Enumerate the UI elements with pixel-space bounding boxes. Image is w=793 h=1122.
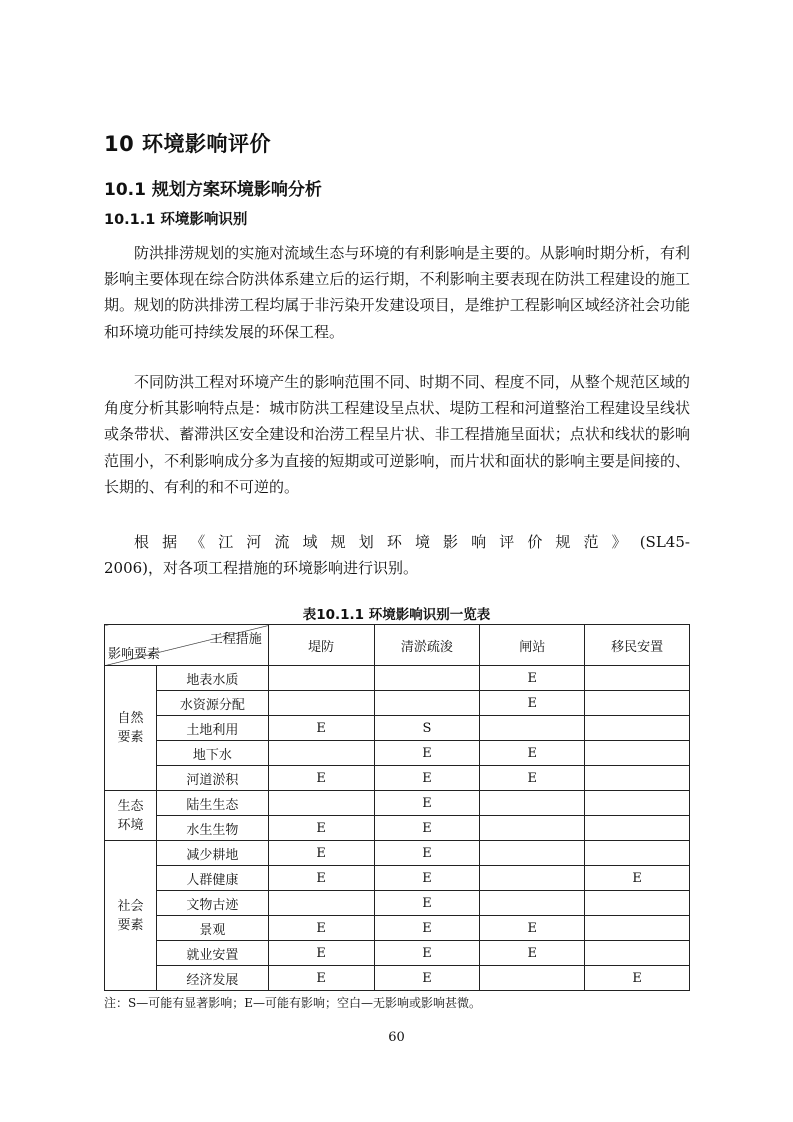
impact-item-cell: 土地利用 bbox=[156, 716, 268, 741]
impact-value-cell: E bbox=[585, 866, 690, 891]
impact-value-cell bbox=[585, 891, 690, 916]
group-label-line: 生态 bbox=[117, 798, 144, 814]
group-label-line: 要素 bbox=[117, 917, 144, 933]
paragraph-3-word: 江 bbox=[218, 533, 234, 551]
impact-value-cell bbox=[480, 841, 585, 866]
impact-value-cell: E bbox=[268, 716, 374, 741]
table-row bbox=[105, 791, 690, 816]
header-engineering-measures: 工程措施 bbox=[209, 632, 262, 647]
impact-value-cell bbox=[268, 791, 374, 816]
impact-value-cell bbox=[374, 691, 480, 716]
impact-value-cell bbox=[268, 691, 374, 716]
column-header: 闸站 bbox=[480, 625, 585, 666]
table-header-row bbox=[105, 625, 690, 666]
impact-value-cell: E bbox=[480, 691, 585, 716]
paragraph-3-word: 影 bbox=[443, 533, 459, 551]
impact-value-cell bbox=[480, 816, 585, 841]
impact-value-cell: E bbox=[480, 941, 585, 966]
table-row bbox=[105, 866, 690, 891]
column-header: 清淤疏浚 bbox=[374, 625, 480, 666]
impact-value-cell bbox=[480, 891, 585, 916]
impact-value-cell: E bbox=[374, 966, 480, 991]
paragraph-3-word: 价 bbox=[527, 533, 543, 551]
impact-value-cell: E bbox=[480, 766, 585, 791]
impact-value-cell bbox=[585, 666, 690, 691]
paragraph-3-word: 河 bbox=[246, 533, 262, 551]
impact-value-cell: E bbox=[480, 666, 585, 691]
page-number: 60 bbox=[388, 1030, 405, 1045]
impact-value-cell bbox=[585, 941, 690, 966]
impact-value-cell: E bbox=[268, 866, 374, 891]
table-row bbox=[105, 841, 690, 866]
impact-item-cell: 河道淤积 bbox=[156, 766, 268, 791]
impact-value-cell bbox=[585, 741, 690, 766]
impact-identification-table bbox=[104, 624, 690, 991]
group-label-line: 要素 bbox=[117, 730, 144, 745]
paragraph-2-text: 不同防洪工程对环境产生的影响范围不同、时期不同、程度不同，从整个规范区域的角度分析其影响特点是：城市防洪工程建设呈点状、堤防工程和河道整治工程建设呈线状或条带状、蓄滞洪区安全建设和治涝工程呈片状、非工程措施呈面状；点状和线状的影响范围小，不利影响成分多为直接的短期或可逆影响，而片状和面状的影响主要是间接的、长期的、有利的和不可逆的。 bbox=[104, 373, 690, 496]
group-label-cell bbox=[105, 841, 157, 991]
paragraph-3-word: 境 bbox=[414, 533, 430, 551]
impact-item-cell: 经济发展 bbox=[156, 966, 268, 991]
subsection-heading: 10.1.1 环境影响识别 bbox=[104, 212, 248, 228]
impact-value-cell: E bbox=[480, 916, 585, 941]
impact-item-cell: 水资源分配 bbox=[156, 691, 268, 716]
table-row bbox=[105, 741, 690, 766]
table-note: 注：S—可能有显著影响；E—可能有影响；空白—无影响或影响甚微。 bbox=[104, 996, 481, 1010]
impact-item-cell: 减少耕地 bbox=[156, 841, 268, 866]
paragraph-3-line-2: 2006)，对各项工程措施的环境影响进行识别。 bbox=[104, 559, 419, 578]
impact-value-cell: E bbox=[268, 966, 374, 991]
impact-value-cell: E bbox=[374, 941, 480, 966]
table-row bbox=[105, 916, 690, 941]
impact-value-cell bbox=[480, 791, 585, 816]
paragraph-1 bbox=[104, 240, 690, 345]
table-title: 表10.1.1 环境影响识别一览表 bbox=[302, 607, 491, 623]
paragraph-3-word: 》 bbox=[611, 533, 627, 551]
impact-item-cell: 地表水质 bbox=[156, 666, 268, 691]
impact-value-cell: E bbox=[268, 916, 374, 941]
paragraph-3-word: 规 bbox=[555, 533, 571, 551]
paragraph-3-word: 响 bbox=[471, 533, 487, 551]
chapter-heading: 10 环境影响评价 bbox=[104, 132, 272, 156]
impact-value-cell bbox=[480, 866, 585, 891]
table-row bbox=[105, 941, 690, 966]
impact-item-cell: 人群健康 bbox=[156, 866, 268, 891]
paragraph-3-word: 环 bbox=[386, 533, 402, 551]
paragraph-3-word: (SL45- bbox=[639, 533, 690, 551]
impact-value-cell bbox=[585, 916, 690, 941]
paragraph-3-word: 据 bbox=[162, 533, 178, 551]
group-label-line: 环境 bbox=[117, 817, 144, 833]
table-row bbox=[105, 766, 690, 791]
impact-item-cell: 地下水 bbox=[156, 741, 268, 766]
table-row bbox=[105, 816, 690, 841]
impact-item-cell: 文物古迹 bbox=[156, 891, 268, 916]
impact-value-cell bbox=[374, 666, 480, 691]
impact-value-cell: E bbox=[374, 791, 480, 816]
header-impact-factors: 影响要素 bbox=[108, 647, 161, 662]
paragraph-2 bbox=[104, 369, 690, 500]
impact-value-cell: E bbox=[585, 966, 690, 991]
paragraph-3-word: 根 bbox=[134, 533, 150, 551]
paragraph-3-word: 域 bbox=[302, 533, 318, 551]
impact-value-cell: E bbox=[374, 841, 480, 866]
impact-value-cell: E bbox=[268, 766, 374, 791]
impact-value-cell bbox=[585, 716, 690, 741]
paragraph-1-text: 防洪排涝规划的实施对流域生态与环境的有利影响是主要的。从影响时期分析，有利影响主要体现在综合防洪体系建立后的运行期，不利影响主要表现在防洪工程建设的施工期。规划的防洪排涝工程均属于非污染开发建设项目，是维护工程影响区域经济社会功能和环境功能可持续发展的环保工程。 bbox=[104, 244, 690, 341]
impact-value-cell bbox=[480, 966, 585, 991]
table-row bbox=[105, 716, 690, 741]
paragraph-3-word: 范 bbox=[583, 533, 599, 551]
column-header: 移民安置 bbox=[585, 625, 690, 666]
impact-value-cell: E bbox=[374, 866, 480, 891]
impact-value-cell bbox=[268, 741, 374, 766]
table-row bbox=[105, 891, 690, 916]
impact-value-cell: E bbox=[374, 816, 480, 841]
paragraph-3-word: 评 bbox=[499, 533, 515, 551]
section-heading: 10.1 规划方案环境影响分析 bbox=[104, 180, 322, 200]
paragraph-3-word: 流 bbox=[274, 533, 290, 551]
paragraph-3-word: 《 bbox=[190, 533, 206, 551]
impact-value-cell bbox=[480, 716, 585, 741]
impact-value-cell bbox=[585, 816, 690, 841]
impact-value-cell: E bbox=[374, 766, 480, 791]
impact-value-cell: E bbox=[268, 941, 374, 966]
column-header: 堤防 bbox=[268, 625, 374, 666]
impact-value-cell: E bbox=[374, 916, 480, 941]
impact-value-cell bbox=[585, 841, 690, 866]
impact-value-cell: E bbox=[480, 741, 585, 766]
table-row bbox=[105, 691, 690, 716]
impact-value-cell: E bbox=[268, 841, 374, 866]
impact-item-cell: 水生生物 bbox=[156, 816, 268, 841]
impact-value-cell bbox=[268, 891, 374, 916]
impact-value-cell: E bbox=[374, 741, 480, 766]
paragraph-3-word: 规 bbox=[330, 533, 346, 551]
impact-value-cell: E bbox=[374, 891, 480, 916]
paragraph-3-word: 划 bbox=[358, 533, 374, 551]
paragraph-3-line-1 bbox=[104, 529, 690, 555]
impact-value-cell bbox=[585, 766, 690, 791]
paragraph-3 bbox=[104, 529, 690, 581]
impact-item-cell: 陆生生态 bbox=[156, 791, 268, 816]
impact-value-cell: S bbox=[374, 716, 480, 741]
impact-item-cell: 景观 bbox=[156, 916, 268, 941]
impact-value-cell: E bbox=[268, 816, 374, 841]
impact-value-cell bbox=[585, 691, 690, 716]
table-corner-cell bbox=[105, 625, 269, 666]
table-row bbox=[105, 966, 690, 991]
impact-value-cell bbox=[585, 791, 690, 816]
group-label-line: 社会 bbox=[117, 898, 144, 914]
group-label-line: 自然 bbox=[117, 711, 144, 726]
group-label-cell bbox=[105, 791, 157, 841]
impact-item-cell: 就业安置 bbox=[156, 941, 268, 966]
group-label-cell bbox=[105, 666, 157, 791]
impact-value-cell bbox=[268, 666, 374, 691]
table-row bbox=[105, 666, 690, 691]
